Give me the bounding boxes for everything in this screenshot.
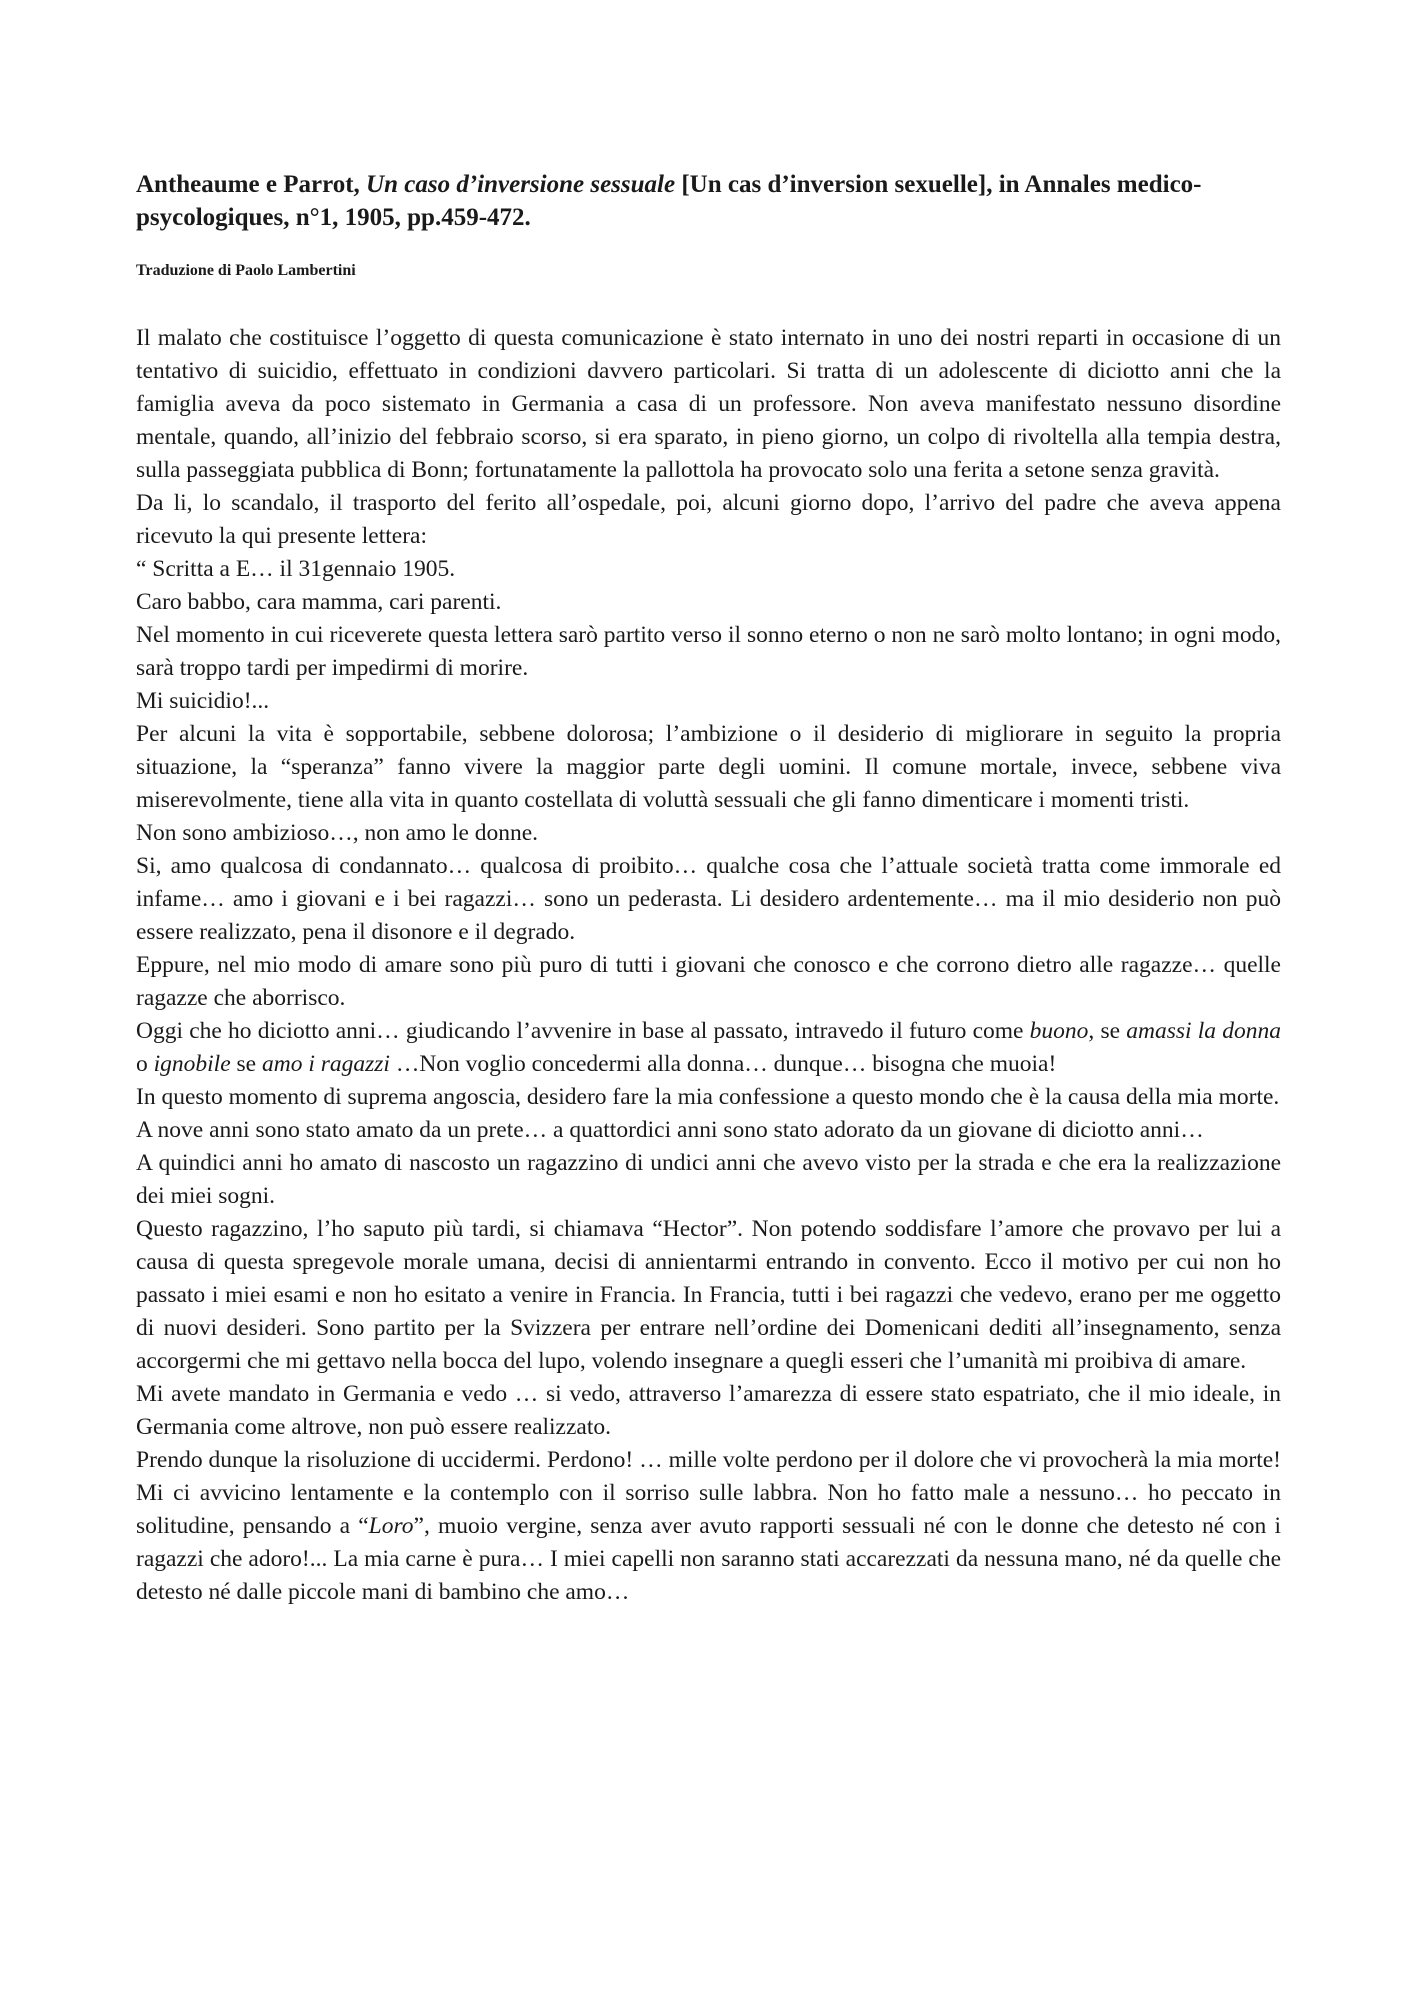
title-rest: [Un cas d’inversion sexuelle], in Annales medico-psycologiques, n°1, 1905, pp.459-472. (136, 171, 1202, 231)
paragraph: Nel momento in cui riceverete questa lettera sarò partito verso il sonno eterno o non ne sarò molto lontano; in ogni modo, sarà troppo tardi per impedirmi di morire. (136, 622, 1281, 681)
text-run: Prendo dunque la risoluzione di uccidermi. Perdono! … mille volte perdono per il dolore che vi provocherà la mia morte! Mi ci avvicino lentamente e la contemplo con il sorriso sulle labbra. Non ho fatto male a nessuno… ho peccato in solitudine, pensando a “ (136, 1447, 1281, 1539)
document-body (136, 322, 1281, 1609)
paragraph: Questo ragazzino, l’ho saputo più tardi, si chiamava “Hector”. Non potendo soddisfare l’amore che provavo per lui a causa di questa spregevole morale umana, decisi di annientarmi entrando in convento. Ecco il motivo per cui non ho passato i miei esami e non ho esitato a venire in Francia. In Francia, tutti i bei ragazzi che vedevo, erano per me oggetto di nuovi desideri. Sono partito per la Svizzera per entrare nell’ordine dei Domenicani dediti all’insegnamento, senza accorgermi che mi gettavo nella bocca del lupo, volendo insegnare a quegli esseri che l’umanità mi proibiva di amare. (136, 1216, 1281, 1374)
italic-run: amo i ragazzi (261, 1051, 390, 1077)
paragraph: Si, amo qualcosa di condannato… qualcosa di proibito… qualche cosa che l’attuale società tratta come immorale ed infame… amo i giovani e i bei ragazzi… sono un pederasta. Li desidero ardentemente… ma il mio desiderio non può essere realizzato, pena il disonore e il degrado. (136, 853, 1281, 945)
paragraph: “ Scritta a E… il 31gennaio 1905. (136, 556, 456, 582)
paragraph-prendo (136, 1444, 1281, 1609)
text-run: se (230, 1051, 262, 1077)
text-run: o (136, 1051, 154, 1077)
translator-credit: Traduzione di Paolo Lambertini (136, 262, 356, 279)
paragraph: Eppure, nel mio modo di amare sono più puro di tutti i giovani che conosco e che corrono dietro alle ragazze… quelle ragazze che aborrisco. (136, 952, 1281, 1011)
paragraph: Caro babbo, cara mamma, cari parenti. (136, 589, 502, 615)
text-run: Oggi che ho diciotto anni… giudicando l’avvenire in base al passato, intravedo il futuro come (136, 1018, 1030, 1044)
paragraph: Da li, lo scandalo, il trasporto del ferito all’ospedale, poi, alcuni giorno dopo, l’arrivo del padre che aveva appena ricevuto la qui presente lettera: (136, 490, 1281, 549)
document-title (136, 168, 1281, 234)
italic-run: buono (1029, 1018, 1089, 1044)
paragraph: Mi suicidio!... (136, 688, 270, 714)
document-page (136, 168, 1281, 1609)
text-run: ”, muoio vergine, senza aver avuto rapporti sessuali né con le donne che detesto né con i ragazzi che adoro!... La mia carne è pura… I miei capelli non saranno stati accarezzati da nessuna mano, né da quelle che detesto né dalle piccole mani di bambino che amo… (136, 1513, 1281, 1605)
paragraph-oggi (136, 1015, 1281, 1081)
paragraph: Mi avete mandato in Germania e vedo … si vedo, attraverso l’amarezza di essere stato espatriato, che il mio ideale, in Germania come altrove, non può essere realizzato. (136, 1381, 1281, 1440)
paragraph: A quindici anni ho amato di nascosto un ragazzino di undici anni che avevo visto per la strada e che era la realizzazione dei miei sogni. (136, 1150, 1281, 1209)
text-run: , se (1088, 1018, 1127, 1044)
paragraph: A nove anni sono stato amato da un prete… a quattordici anni sono stato adorato da un giovane di diciotto anni… (136, 1117, 1204, 1143)
paragraph: Non sono ambizioso…, non amo le donne. (136, 820, 539, 846)
italic-run: ignobile (153, 1051, 231, 1077)
italic-run: Loro (368, 1513, 414, 1539)
italic-run: amassi la donna (1126, 1018, 1281, 1044)
paragraph: In questo momento di suprema angoscia, desidero fare la mia confessione a questo mondo che è la causa della mia morte. (136, 1084, 1280, 1110)
title-italian: Un caso d’inversione sessuale (366, 171, 676, 198)
paragraph: Per alcuni la vita è sopportabile, sebbene dolorosa; l’ambizione o il desiderio di migliorare in seguito la propria situazione, la “speranza” fanno vivere la maggior parte degli uomini. Il comune mortale, invece, sebbene viva miserevolmente, tiene alla vita in quanto costellata di voluttà sessuali che gli fanno dimenticare i momenti tristi. (136, 721, 1281, 813)
text-run: …Non voglio concedermi alla donna… dunque… bisogna che muoia! (389, 1051, 1057, 1077)
title-authors: Antheaume e Parrot, (136, 171, 367, 198)
paragraph: Il malato che costituisce l’oggetto di questa comunicazione è stato internato in uno dei nostri reparti in occasione di un tentativo di suicidio, effettuato in condizioni davvero particolari. Si tratta di un adolescente di diciotto anni che la famiglia aveva da poco sistemato in Germania a casa di un professore. Non aveva manifestato nessuno disordine mentale, quando, all’inizio del febbraio scorso, si era sparato, in pieno giorno, un colpo di rivoltella alla tempia destra, sulla passeggiata pubblica di Bonn; fortunatamente la pallottola ha provocato solo una ferita a setone senza gravità. (136, 325, 1281, 483)
